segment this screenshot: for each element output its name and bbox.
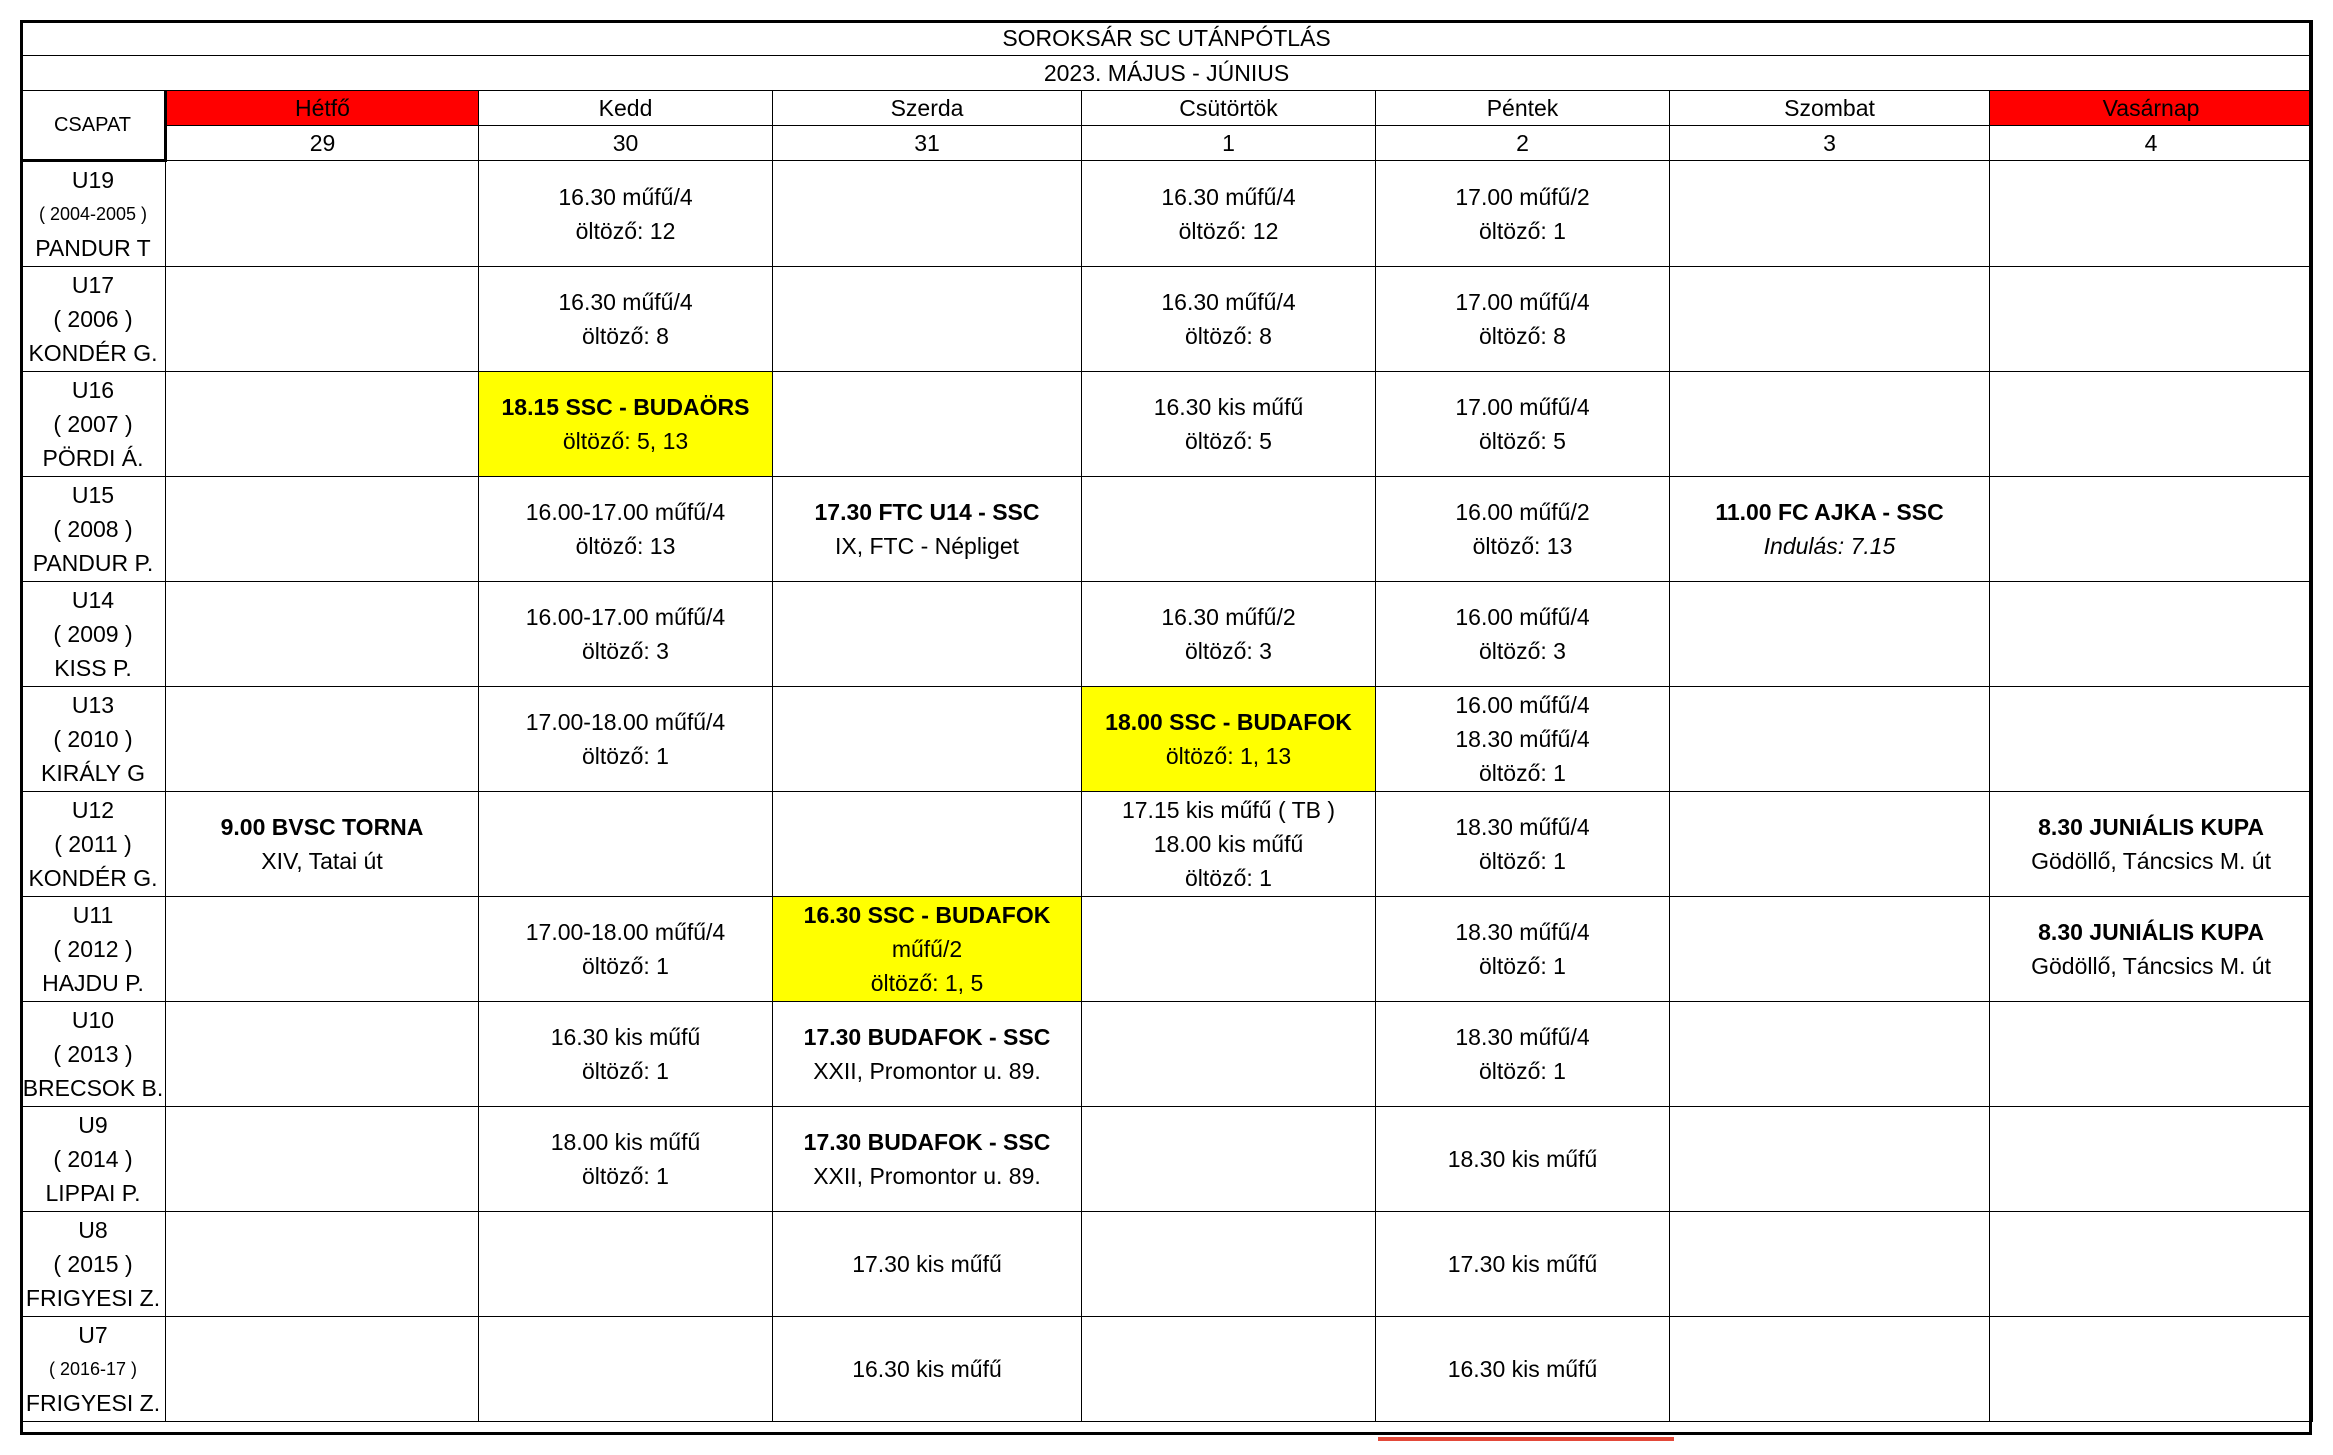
schedule-entry-line: öltöző: 12 xyxy=(575,217,676,244)
date-header: 31 xyxy=(773,126,1082,161)
schedule-entry-line: öltöző: 1 xyxy=(582,1163,669,1189)
team-years: ( 2009 ) xyxy=(53,621,133,647)
schedule-entry-line: öltöző: 8 xyxy=(1185,323,1272,349)
schedule-entry-line: öltöző: 1 xyxy=(1479,217,1566,244)
schedule-entry-line: XXII, Promontor u. 89. xyxy=(813,1163,1041,1189)
schedule-entry-line: öltöző: 5 xyxy=(1479,428,1566,454)
schedule-entry-line: öltöző: 5, 13 xyxy=(562,428,689,454)
schedule-entry-line: öltöző: 3 xyxy=(1185,638,1272,664)
schedule-entry-line: 18.30 műfű/4 xyxy=(1455,1024,1590,1050)
schedule-entry-line: 18.00 kis műfű xyxy=(550,1129,701,1155)
schedule-entry-line: 16.00 műfű/4 xyxy=(1455,604,1590,630)
team-coach: KISS P. xyxy=(54,655,132,681)
schedule-entry-line: öltöző: 1 xyxy=(1479,1058,1566,1084)
schedule-entry-line: 16.30 műfű/4 xyxy=(1161,289,1296,315)
schedule-entry-line: öltöző: 1 xyxy=(582,953,669,979)
day-header: Szerda xyxy=(773,91,1082,126)
team-coach: KONDÉR G. xyxy=(28,340,158,366)
schedule-entry-line: öltöző: 1 xyxy=(582,743,669,769)
team-years: ( 2013 ) xyxy=(53,1041,133,1067)
sheet-subtitle: 2023. MÁJUS - JÚNIUS xyxy=(21,56,2313,91)
schedule-entry-line: 16.30 kis műfű xyxy=(1447,1356,1598,1382)
team-years: ( 2011 ) xyxy=(54,831,132,857)
team-age: U9 xyxy=(78,1112,108,1138)
schedule-entry-line: 18.15 SSC - BUDAÖRS xyxy=(501,394,750,420)
schedule-entry-line: 17.00 műfű/2 xyxy=(1455,183,1590,210)
schedule-entry-line: 18.30 műfű/4 xyxy=(1455,919,1590,945)
schedule-entry-line: 18.30 műfű/4 xyxy=(1455,814,1590,840)
team-years: ( 2015 ) xyxy=(53,1251,133,1277)
schedule-entry-line: 16.30 kis műfű xyxy=(1153,394,1304,420)
schedule-entry-line: IX, FTC - Népliget xyxy=(834,533,1020,559)
team-coach: KONDÉR G. xyxy=(28,865,158,891)
team-coach: FRIGYESI Z. xyxy=(25,1285,161,1311)
team-coach: KIRÁLY G xyxy=(41,760,145,786)
team-coach: PANDUR T xyxy=(35,235,151,261)
schedule-entry-line: 16.30 kis műfű xyxy=(550,1024,701,1050)
schedule-entry-line: öltöző: 13 xyxy=(1472,533,1573,559)
team-age: U14 xyxy=(71,587,115,613)
team-coach: FRIGYESI Z. xyxy=(25,1390,161,1416)
team-age: U11 xyxy=(72,902,114,928)
team-years: ( 2004-2005 ) xyxy=(38,204,148,224)
schedule-entry-line: öltöző: 5 xyxy=(1185,428,1272,454)
schedule-entry-line: 16.00-17.00 műfű/4 xyxy=(525,604,726,630)
schedule-entry-line: 17.00 műfű/4 xyxy=(1455,289,1590,315)
schedule-entry-line: 17.00-18.00 műfű/4 xyxy=(525,709,726,735)
team-years: ( 2014 ) xyxy=(53,1146,133,1172)
date-header: 29 xyxy=(166,126,479,161)
schedule-entry-line: 17.30 kis műfű xyxy=(1447,1251,1598,1277)
schedule-entry-line: XXII, Promontor u. 89. xyxy=(813,1058,1041,1084)
schedule-entry-line: 17.30 BUDAFOK - SSC xyxy=(803,1129,1051,1155)
day-header: Péntek xyxy=(1376,91,1670,126)
day-header: Csütörtök xyxy=(1082,91,1376,126)
day-header: Vasárnap xyxy=(1990,91,2313,126)
schedule-entry-line: öltöző: 8 xyxy=(582,323,669,349)
schedule-entry-line: Gödöllő, Táncsics M. út xyxy=(2031,953,2271,979)
schedule-entry-line: 17.15 kis műfű ( TB ) xyxy=(1121,797,1336,823)
schedule-entry-line: Indulás: 7.15 xyxy=(1763,533,1896,559)
schedule-entry-line: XIV, Tatai út xyxy=(261,848,383,874)
team-years: ( 2007 ) xyxy=(53,411,133,437)
schedule-entry-line: 16.00 műfű/2 xyxy=(1455,499,1590,525)
schedule-entry-line: 18.00 kis műfű xyxy=(1153,831,1304,857)
schedule-entry-line: 17.30 BUDAFOK - SSC xyxy=(803,1024,1051,1050)
schedule-entry-line: 8.30 JUNIÁLIS KUPA xyxy=(2038,814,2264,840)
schedule-entry-line: öltöző: 3 xyxy=(582,638,669,664)
team-years: ( 2010 ) xyxy=(53,726,133,752)
day-header: Szombat xyxy=(1670,91,1990,126)
schedule-entry-line: 17.00-18.00 műfű/4 xyxy=(525,919,726,945)
team-coach: BRECSOK B. xyxy=(22,1075,164,1101)
schedule-entry-line: 11.00 FC AJKA - SSC xyxy=(1715,499,1944,525)
sheet-title: SOROKSÁR SC UTÁNPÓTLÁS xyxy=(21,21,2313,56)
schedule-entry-line: 16.30 műfű/4 xyxy=(558,289,693,315)
schedule-entry-line: 16.30 műfű/4 xyxy=(558,183,693,210)
schedule-entry-line: 8.30 JUNIÁLIS KUPA xyxy=(2038,919,2264,945)
schedule-entry-line: öltöző: 1, 5 xyxy=(870,970,984,996)
team-coach: LIPPAI P. xyxy=(45,1180,141,1206)
date-header: 30 xyxy=(479,126,773,161)
team-age: U13 xyxy=(71,692,115,718)
schedule-entry-line: 9.00 BVSC TORNA xyxy=(220,814,424,840)
team-age: U19 xyxy=(71,167,115,193)
schedule-entry-line: öltöző: 1 xyxy=(1479,760,1566,786)
day-header: Hétfő xyxy=(166,91,479,126)
team-column-header: CSAPAT xyxy=(21,91,166,161)
schedule-entry-line: 17.30 FTC U14 - SSC xyxy=(814,499,1040,525)
schedule-entry-line: 18.00 SSC - BUDAFOK xyxy=(1105,709,1352,735)
team-age: U17 xyxy=(71,272,115,298)
team-years: ( 2006 ) xyxy=(53,306,133,332)
sheet-tab-indicator xyxy=(1378,1437,1674,1441)
schedule-entry-line: 17.00 műfű/4 xyxy=(1455,394,1590,420)
team-years: ( 2012 ) xyxy=(53,936,133,962)
team-years: ( 2008 ) xyxy=(53,516,133,542)
team-age: U7 xyxy=(78,1322,108,1348)
sheet-frame xyxy=(20,20,2312,1435)
schedule-entry-line: 16.00-17.00 műfű/4 xyxy=(525,499,726,525)
date-header: 2 xyxy=(1376,126,1670,161)
schedule-entry-line: öltöző: 1 xyxy=(1185,865,1272,891)
schedule-entry-line: 16.00 műfű/4 xyxy=(1455,692,1590,718)
schedule-entry-line: 17.30 kis műfű xyxy=(852,1251,1002,1277)
date-header: 3 xyxy=(1670,126,1990,161)
schedule-entry-line: öltöző: 12 xyxy=(1178,217,1279,244)
schedule-entry-line: 16.30 kis műfű xyxy=(852,1356,1002,1382)
team-coach: HAJDU P. xyxy=(42,970,144,996)
schedule-entry-line: 16.30 SSC - BUDAFOK xyxy=(803,902,1051,928)
schedule-entry-line: műfű/2 xyxy=(891,936,963,962)
team-coach: PÖRDI Á. xyxy=(42,445,144,471)
team-age: U16 xyxy=(71,377,115,403)
schedule-entry-line: 18.30 kis műfű xyxy=(1447,1146,1598,1172)
schedule-entry-line: öltöző: 8 xyxy=(1479,323,1566,349)
schedule-entry-line: 16.30 műfű/2 xyxy=(1161,604,1296,630)
schedule-entry-line: öltöző: 3 xyxy=(1479,638,1566,664)
team-coach: PANDUR P. xyxy=(32,550,154,576)
date-header: 4 xyxy=(1990,126,2313,161)
team-age: U8 xyxy=(78,1217,108,1243)
team-age: U12 xyxy=(71,797,115,823)
schedule-entry-line: öltöző: 13 xyxy=(575,533,676,559)
date-header: 1 xyxy=(1082,126,1376,161)
schedule-entry-line: 16.30 műfű/4 xyxy=(1161,183,1296,210)
schedule-entry-line: Gödöllő, Táncsics M. út xyxy=(2031,848,2271,874)
day-header: Kedd xyxy=(479,91,773,126)
team-age: U10 xyxy=(71,1007,115,1033)
team-age: U15 xyxy=(71,482,115,508)
schedule-entry-line: öltöző: 1, 13 xyxy=(1165,743,1292,769)
team-years: ( 2016-17 ) xyxy=(48,1359,138,1379)
schedule-entry-line: öltöző: 1 xyxy=(1479,953,1566,979)
schedule-entry-line: öltöző: 1 xyxy=(582,1058,669,1084)
schedule-entry-line: 18.30 műfű/4 xyxy=(1455,726,1590,752)
schedule-entry-line: öltöző: 1 xyxy=(1479,848,1566,874)
